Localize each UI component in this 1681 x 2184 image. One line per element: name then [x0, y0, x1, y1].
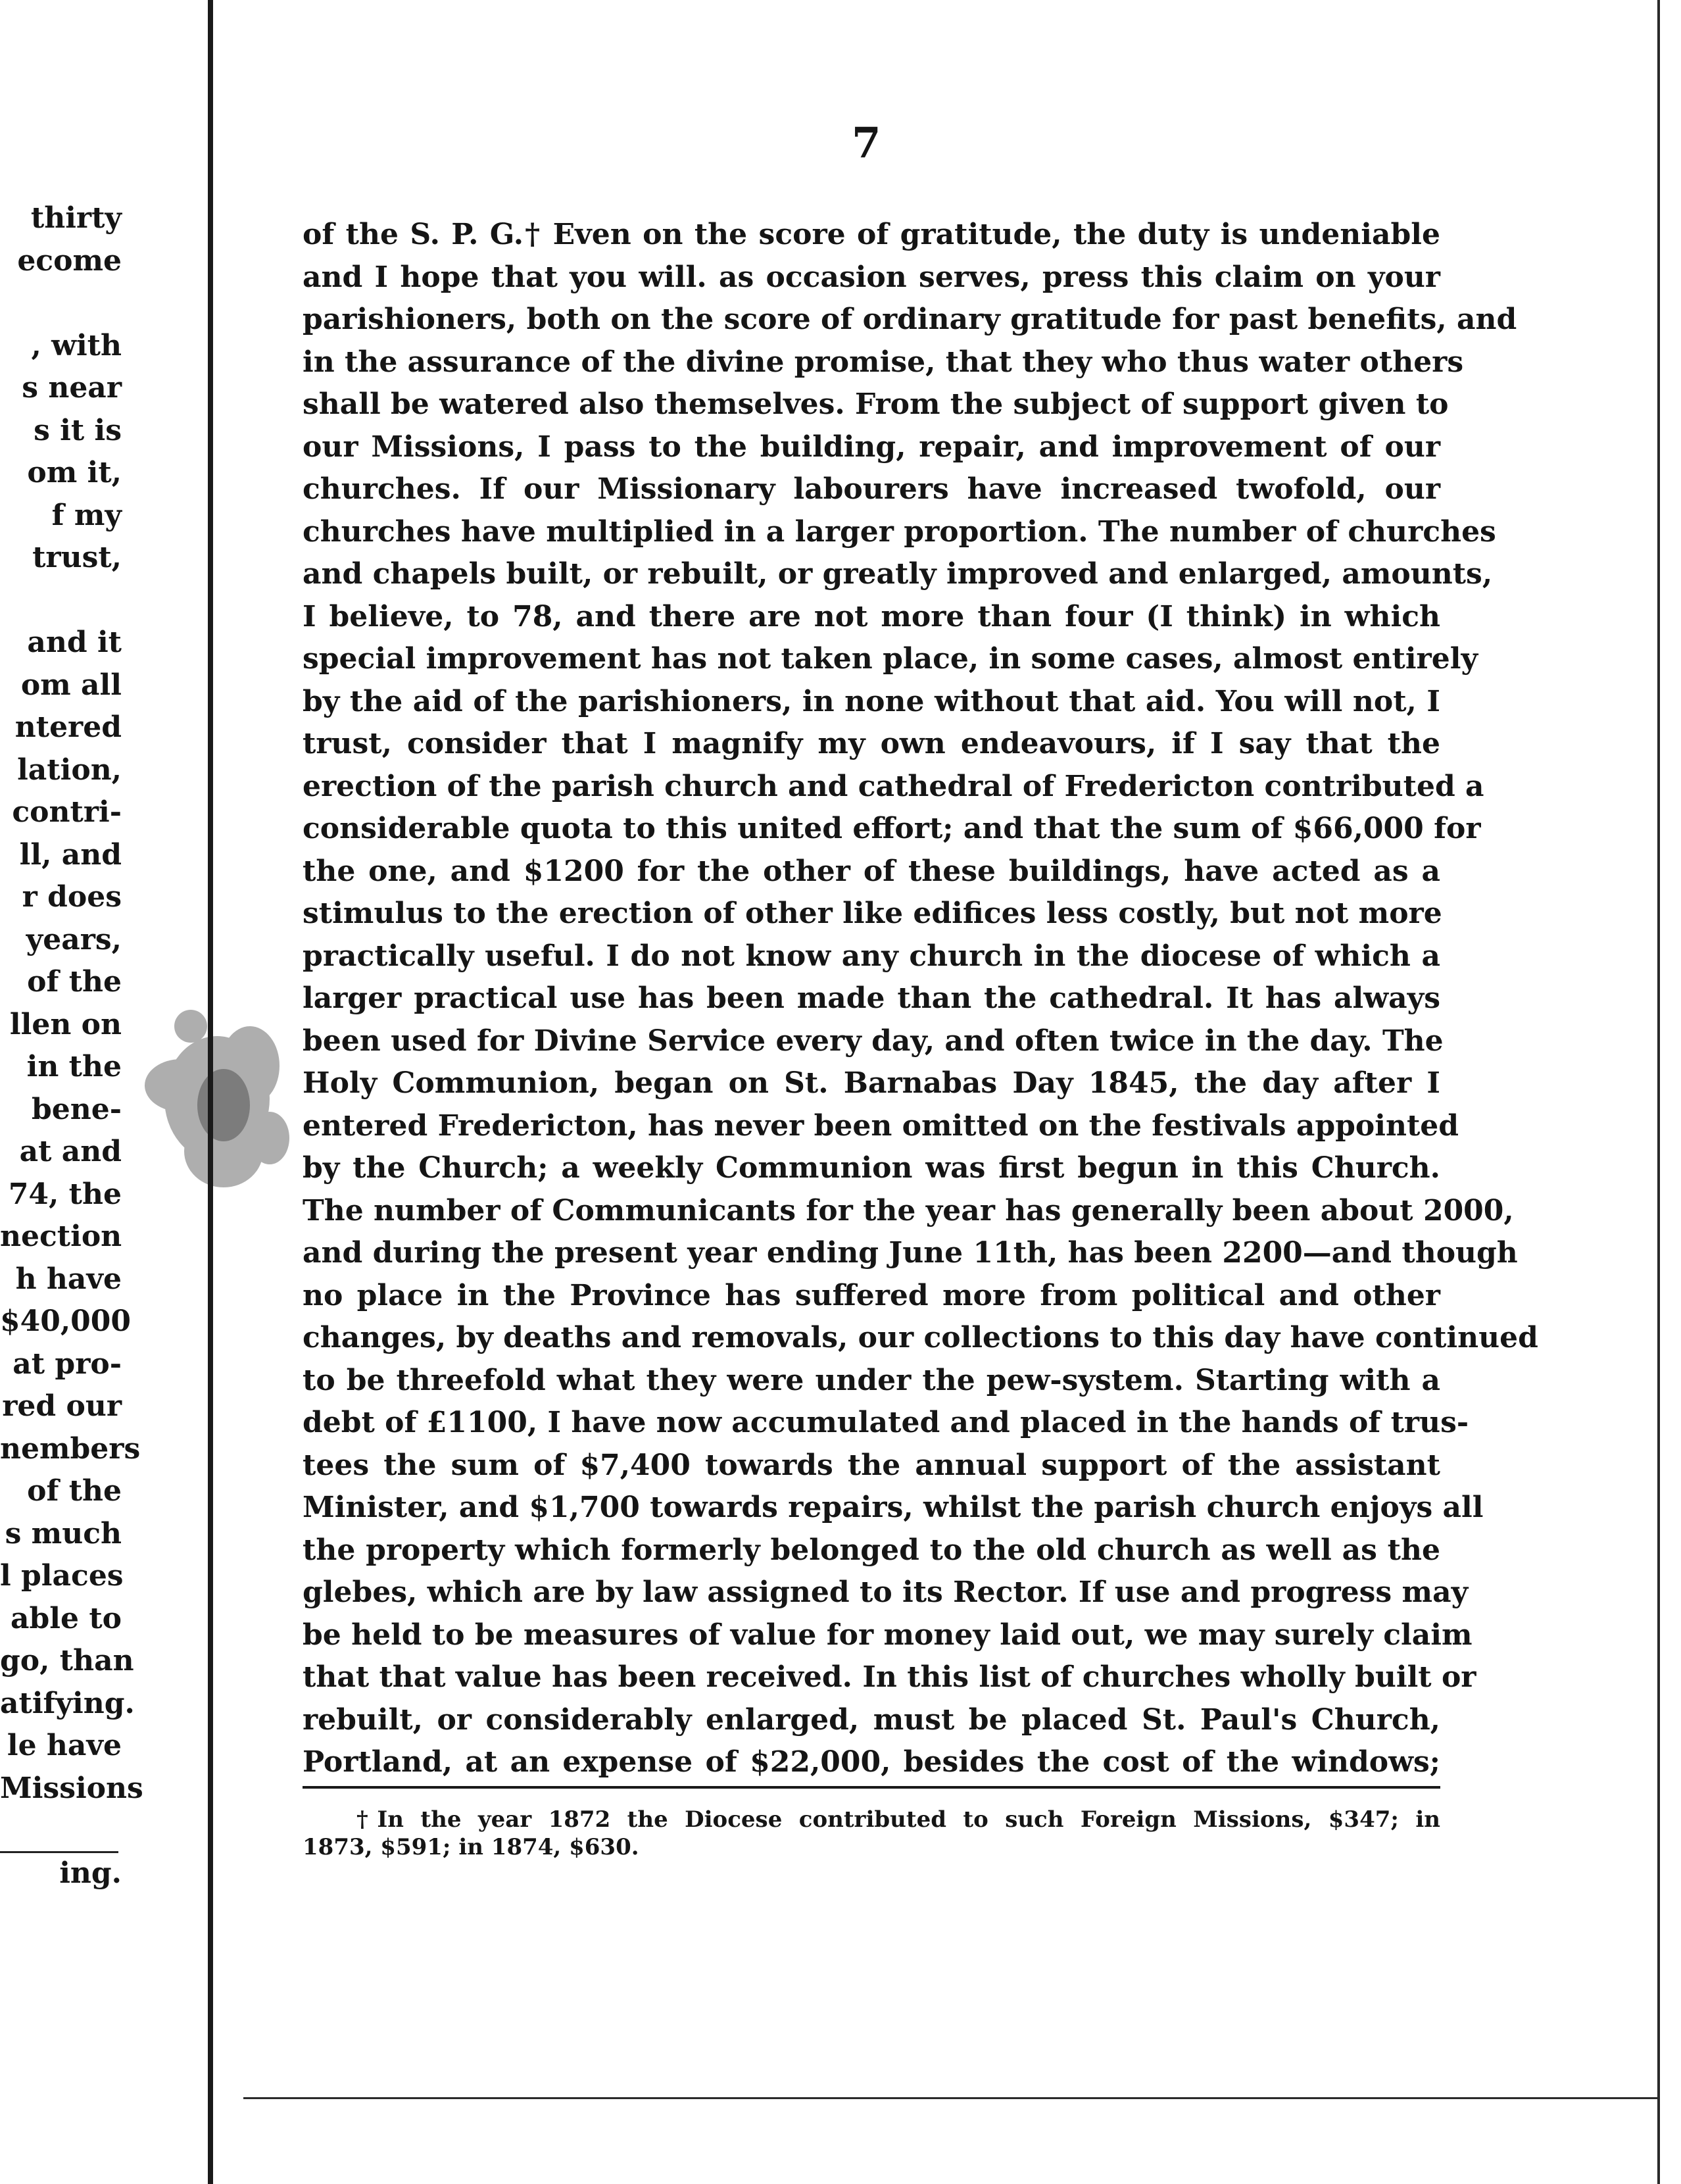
footnote-rule: [303, 1786, 1440, 1789]
prev-line: s much: [5, 1516, 122, 1551]
prev-line: om it,: [27, 456, 122, 489]
prev-line: [0, 282, 122, 325]
text-line: The number of Communicants for the year has generally been about 2000,: [303, 1193, 1514, 1228]
text-line: I believe, to 78, and there are not more than four (I think) in which: [303, 599, 1440, 633]
previous-page-footnote-rule: [0, 1851, 118, 1853]
prev-line: om all: [20, 668, 122, 702]
prev-line: s it is: [34, 413, 122, 447]
prev-line: lation,: [17, 753, 122, 787]
prev-line: llen on: [9, 1007, 122, 1041]
prev-line: and it: [27, 626, 122, 659]
text-line: Portland, at an expense of $22,000, besides the cost of the windows;: [303, 1745, 1440, 1779]
footnote: [303, 1806, 1440, 1861]
prev-line: $40,000: [0, 1304, 132, 1338]
prev-line: , with: [31, 328, 122, 362]
prev-line: of the: [27, 1474, 122, 1508]
page-edge: [1657, 0, 1660, 2184]
prev-line: ntered: [14, 710, 122, 744]
text-line: our Missions, I pass to the building, repair, and improvement of our: [303, 430, 1440, 464]
text-line: the one, and $1200 for the other of these buildings, have acted as a: [303, 854, 1440, 888]
text-line: of the S. P. G.† Even on the score of gratitude, the duty is undeniable: [303, 218, 1440, 251]
text-line: be held to be measures of value for money laid out, we may surely claim: [303, 1618, 1473, 1652]
prev-line: h have: [15, 1262, 122, 1296]
prev-line: Missions: [0, 1771, 143, 1805]
book-gutter: [208, 0, 213, 2184]
prev-line: at and: [19, 1135, 122, 1168]
prev-line: r does: [22, 880, 122, 914]
page-number: 7: [852, 118, 881, 168]
prev-line: years,: [26, 922, 122, 956]
prev-line: bene-: [31, 1092, 122, 1126]
prev-line: able to: [11, 1601, 122, 1635]
prev-line: atifying.: [0, 1686, 135, 1720]
body-text: [303, 214, 1538, 1784]
prev-line: of the: [27, 965, 122, 999]
prev-line: red our: [2, 1389, 122, 1423]
text-line: Holy Communion, began on St. Barnabas Day 1845, the day after I: [303, 1066, 1440, 1100]
text-line: no place in the Province has suffered more from political and other: [303, 1278, 1440, 1312]
text-line: changes, by deaths and removals, our collections to this day have continued: [303, 1321, 1538, 1354]
previous-page-fragments: [0, 197, 143, 1895]
text-line: and chapels built, or rebuilt, or greatly improved and enlarged, amounts,: [303, 557, 1493, 591]
prev-line: 74, the: [8, 1177, 122, 1211]
text-line: practically useful. I do not know any church in the diocese of which a: [303, 939, 1440, 973]
page-bottom-edge: [243, 2097, 1657, 2099]
text-line: debt of £1100, I have now accumulated and placed in the hands of trus-: [303, 1406, 1469, 1439]
prev-line: [0, 580, 122, 622]
text-line: considerable quota to this united effort; and that the sum of $66,000 for: [303, 812, 1481, 845]
prev-line: le have: [7, 1729, 122, 1762]
text-line: tees the sum of $7,400 towards the annual support of the assistant: [303, 1448, 1440, 1482]
prev-line: trust,: [32, 541, 122, 574]
footnote-line: †In the year 1872 the Diocese contributed to such Foreign Missions, $347; in: [356, 1806, 1440, 1833]
text-line: larger practical use has been made than the cathedral. It has always: [303, 981, 1440, 1015]
ink-stain: [118, 987, 316, 1210]
text-line: rebuilt, or considerably enlarged, must be placed St. Paul's Church,: [303, 1702, 1440, 1737]
prev-line: ecome: [17, 243, 122, 278]
text-line: parishioners, both on the score of ordinary gratitude for past benefits, and: [303, 303, 1517, 336]
text-line: stimulus to the erection of other like edifices less costly, but not more: [303, 897, 1442, 930]
prev-line: f my: [51, 498, 122, 532]
text-line: and I hope that you will. as occasion serves, press this claim on your: [303, 260, 1440, 294]
text-line: that that value has been received. In this list of churches wholly built or: [303, 1660, 1476, 1694]
prev-line: s near: [22, 371, 122, 405]
text-line: erection of the parish church and cathedral of Fredericton contributed a: [303, 769, 1484, 803]
text-line: entered Fredericton, has never been omitted on the festivals appointed: [303, 1108, 1459, 1143]
text-line: churches. If our Missionary labourers have increased twofold, our: [303, 472, 1440, 506]
text-line: shall be watered also themselves. From the subject of support given to: [303, 387, 1449, 421]
text-line: by the Church; a weekly Communion was first begun in this Church.: [303, 1151, 1440, 1185]
text-line: special improvement has not taken place, in some cases, almost entirely: [303, 642, 1478, 676]
text-line: Minister, and $1,700 towards repairs, whilst the parish church enjoys all: [303, 1491, 1484, 1524]
text-line: churches have multiplied in a larger proportion. The number of churches: [303, 514, 1496, 549]
prev-line: nembers: [0, 1431, 141, 1466]
footnote-line: 1873, $591; in 1874, $630.: [303, 1834, 639, 1860]
prev-line: l places: [0, 1559, 124, 1593]
prev-line: nection: [0, 1220, 122, 1253]
prev-line: ll, and: [19, 837, 122, 872]
text-line: the property which formerly belonged to the old church as well as the: [303, 1533, 1440, 1567]
prev-line: at pro-: [12, 1347, 122, 1381]
text-line: trust, consider that I magnify my own endeavours, if I say that the: [303, 727, 1440, 760]
prev-line: go, than: [0, 1644, 134, 1677]
text-line: to be threefold what they were under the pew-system. Starting with a: [303, 1363, 1440, 1397]
prev-line: [0, 1810, 122, 1852]
text-line: been used for Divine Service every day, and often twice in the day. The: [303, 1024, 1444, 1058]
text-line: and during the present year ending June 11th, has been 2200—and though: [303, 1236, 1518, 1270]
text-line: by the aid of the parishioners, in none without that aid. You will not, I: [303, 684, 1440, 718]
prev-line: contri-: [12, 795, 122, 829]
prev-line: ing.: [59, 1856, 122, 1890]
prev-line: thirty: [30, 201, 122, 235]
text-line: glebes, which are by law assigned to its Rector. If use and progress may: [303, 1576, 1469, 1609]
text-line: in the assurance of the divine promise, that they who thus water others: [303, 345, 1464, 379]
prev-line: in the: [26, 1050, 122, 1083]
